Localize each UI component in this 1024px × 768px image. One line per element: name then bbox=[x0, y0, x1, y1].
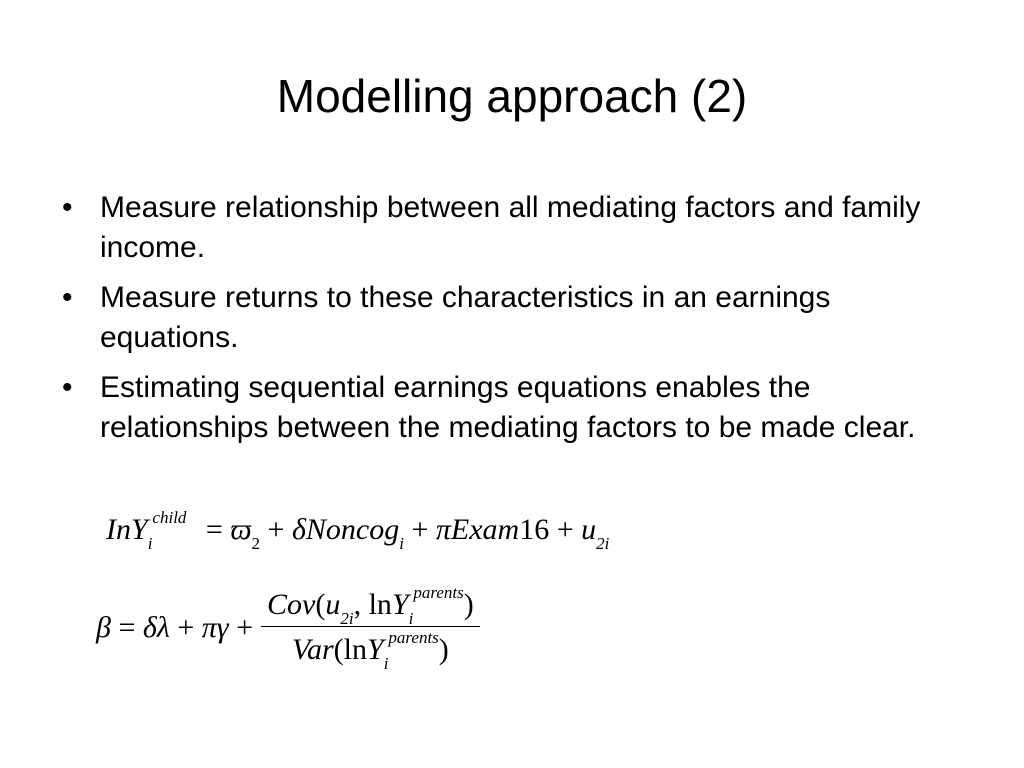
eq2-num-ln: ln bbox=[368, 588, 392, 621]
eq1-equals: = bbox=[205, 513, 223, 546]
eq2-num-close: ) bbox=[463, 588, 474, 621]
bullet-item bbox=[62, 278, 962, 358]
eq1-term4: u bbox=[581, 513, 597, 546]
eq1-term3-num: 16 bbox=[519, 513, 550, 546]
eq1-plus1: + bbox=[267, 513, 285, 546]
bullet-item bbox=[62, 188, 962, 268]
eq1-term2-sub: i bbox=[399, 534, 404, 553]
bullet-marker: • bbox=[62, 191, 73, 224]
bullet-text: Estimating sequential earnings equations enables the relationships between the mediating factors to be made clear. bbox=[100, 371, 916, 444]
eq1-term3: πExam bbox=[435, 513, 520, 546]
eq2-num-open: ( bbox=[315, 588, 326, 621]
bullet-item bbox=[62, 368, 962, 448]
eq2-den-open: ( bbox=[333, 633, 344, 666]
eq2-num-cov: Cov bbox=[267, 588, 316, 621]
eq2-plus2: + bbox=[236, 610, 254, 644]
bullet-text: Measure relationship between all mediating factors and family income. bbox=[100, 191, 921, 264]
slide-title: Modelling approach (2) bbox=[276, 70, 748, 122]
bullet-marker: • bbox=[62, 281, 73, 314]
eq2-fraction bbox=[261, 583, 480, 673]
eq2-numerator bbox=[261, 583, 480, 628]
eq2-den-Y-sub: i bbox=[383, 654, 389, 673]
eq2-num-Y-sub: i bbox=[408, 609, 414, 628]
eq1-lhs-sup: child bbox=[152, 508, 187, 527]
eq2-den-Y: Y bbox=[367, 633, 384, 666]
eq2-num-u-sub: 2i bbox=[340, 609, 354, 628]
eq2-den-var: Var bbox=[291, 633, 334, 666]
eq1-plus3: + bbox=[556, 513, 574, 546]
eq2-num-comma: , bbox=[353, 588, 362, 621]
equation-beta bbox=[96, 583, 480, 673]
eq2-den-ln: ln bbox=[343, 633, 367, 666]
eq2-den-Y-sup: parents bbox=[388, 628, 439, 647]
eq1-lhs: InY bbox=[106, 513, 148, 546]
eq1-term1: ϖ bbox=[230, 513, 252, 546]
eq2-term1: δλ bbox=[142, 610, 170, 644]
eq2-num-Y: Y bbox=[391, 588, 409, 621]
eq2-lhs: β bbox=[96, 610, 111, 644]
bullet-list bbox=[62, 188, 962, 458]
eq1-lhs-sub: i bbox=[147, 534, 153, 553]
eq2-num-Y-sup: parents bbox=[413, 583, 464, 602]
eq1-plus2: + bbox=[411, 513, 429, 546]
eq2-plus1: + bbox=[177, 610, 195, 644]
bullet-marker: • bbox=[62, 371, 73, 404]
equation-earnings bbox=[106, 508, 610, 553]
eq2-equals: = bbox=[118, 610, 136, 644]
eq1-term2: δNoncog bbox=[291, 513, 400, 546]
bullet-text: Measure returns to these characteristics in an earnings equations. bbox=[100, 281, 831, 354]
eq2-num-u: u bbox=[325, 588, 341, 621]
eq1-term1-sub: 2 bbox=[251, 534, 261, 553]
eq2-den-close: ) bbox=[438, 633, 449, 666]
eq2-denominator bbox=[286, 627, 455, 673]
eq1-term4-sub: 2i bbox=[596, 534, 610, 553]
eq2-term2: πγ bbox=[201, 610, 229, 644]
